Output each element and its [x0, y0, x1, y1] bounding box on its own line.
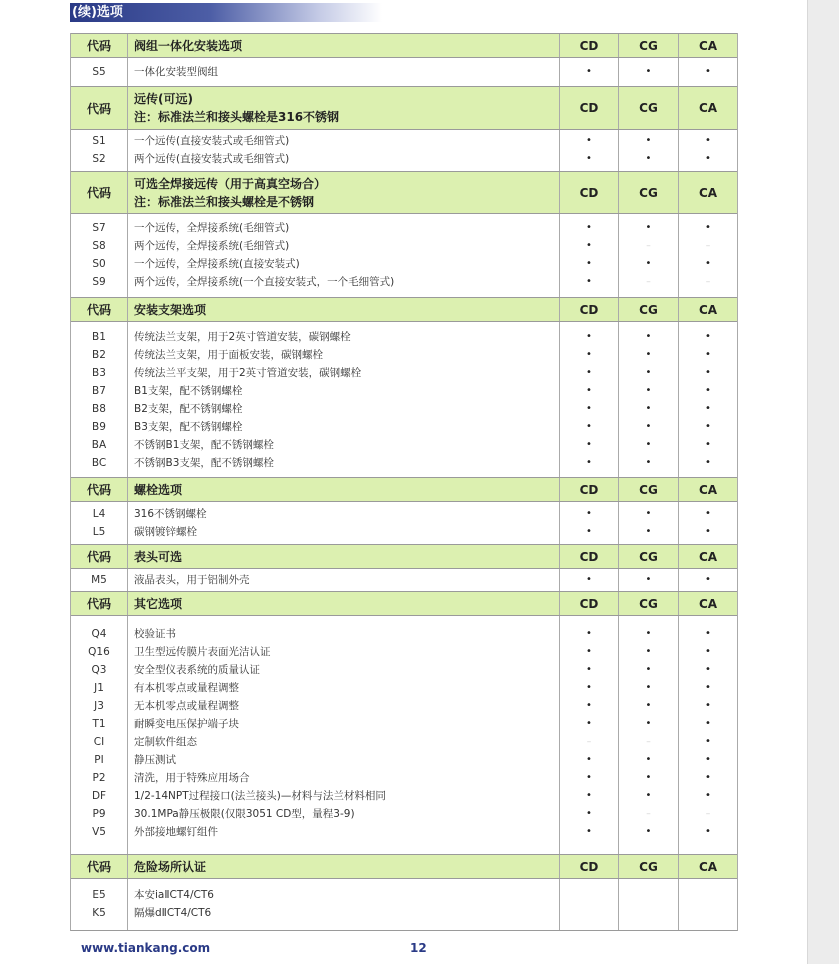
ca-availability-column [679, 130, 737, 171]
cg-availability: – [646, 809, 651, 819]
cg-availability: • [645, 331, 652, 342]
cd-availability: • [586, 222, 592, 233]
model-ca-header: CA [698, 302, 718, 317]
ca-availability: • [705, 628, 711, 639]
model-cd-header: CD [560, 855, 619, 878]
cd-availability-column [560, 616, 619, 854]
model-ca-header: CA [698, 859, 718, 874]
table-section [70, 33, 738, 86]
ca-availability: • [705, 718, 711, 729]
option-description: 隔爆dⅡCT4/CT6 [134, 907, 212, 919]
option-code: L4 [92, 508, 106, 520]
section-body [71, 879, 737, 930]
option-description: 1/2-14NPT过程接口(法兰接头)—材料与法兰材料相同 [134, 790, 386, 802]
option-code: B1 [92, 331, 106, 343]
section-title-cell [128, 592, 560, 615]
option-description: 安全型仪表系统的质量认证 [134, 664, 260, 676]
cd-availability: • [586, 790, 592, 801]
option-code: S7 [92, 222, 106, 234]
ca-availability: – [705, 809, 711, 819]
section-title-line: 其它选项 [134, 596, 183, 611]
cg-availability: – [646, 277, 651, 287]
option-code: M5 [91, 574, 107, 586]
ca-availability: • [705, 508, 711, 519]
cg-availability: • [645, 421, 652, 432]
option-description: 传统法兰支架，用于2英寸管道安装，碳钢螺栓 [134, 331, 351, 343]
options-table [70, 33, 738, 931]
cd-availability: • [586, 385, 592, 396]
option-code: S0 [92, 258, 106, 270]
model-cd-header: CD [560, 87, 619, 129]
cg-availability: • [645, 826, 652, 837]
cd-availability: • [586, 349, 592, 360]
cg-availability-column [619, 502, 679, 544]
option-description-column [128, 502, 560, 544]
table-section [70, 854, 738, 931]
section-title-line: 远传(可远) [134, 92, 193, 106]
cg-availability-column [619, 130, 679, 171]
section-title-line: 表头可选 [134, 549, 183, 564]
section-body [71, 616, 737, 854]
cd-availability-column [560, 130, 619, 171]
cg-availability: • [645, 664, 652, 675]
cd-availability: • [586, 772, 592, 783]
section-body [71, 502, 737, 544]
cd-availability: • [586, 508, 592, 519]
cg-availability: • [645, 628, 652, 639]
option-description: B3支架，配不锈钢螺栓 [134, 421, 243, 433]
option-description: 定制软件组态 [134, 736, 197, 748]
section-title-line: 可选全焊接远传（用于高真空场合） [134, 176, 327, 191]
ca-availability: • [705, 526, 711, 537]
model-cg-header: CG [619, 592, 679, 615]
ca-availability: • [705, 66, 711, 77]
cg-availability: • [645, 682, 652, 693]
option-description: 一体化安装型阀组 [134, 66, 218, 78]
code-column-header: 代码 [71, 545, 128, 568]
option-description-column [128, 879, 560, 930]
option-description: 316不锈钢螺栓 [134, 508, 207, 520]
option-description: 传统法兰支架，用于面板安装，碳钢螺栓 [134, 349, 323, 361]
ca-availability-column [679, 322, 737, 477]
option-code: S1 [92, 135, 106, 147]
cg-availability: • [645, 222, 652, 233]
option-code: Q16 [88, 646, 110, 658]
cg-availability: • [645, 403, 652, 414]
option-description: 无本机零点或量程调整 [134, 700, 239, 712]
option-code: S2 [92, 153, 106, 165]
option-code-column [71, 879, 128, 930]
section-title-cell [128, 172, 560, 213]
ca-availability: • [705, 258, 711, 269]
section-header [71, 86, 737, 130]
model-cd-header: CD [560, 298, 619, 321]
cg-availability: • [645, 574, 652, 585]
cd-availability: • [586, 664, 592, 675]
option-code: J1 [94, 682, 104, 694]
ca-availability: • [705, 664, 711, 675]
model-cd-header: CD [560, 478, 619, 501]
cg-availability-column [619, 214, 679, 297]
table-section [70, 544, 738, 591]
option-code: L5 [92, 526, 106, 538]
option-code: S9 [92, 276, 106, 288]
option-description-column [128, 616, 560, 854]
ca-availability: • [705, 790, 711, 801]
section-body [71, 130, 737, 171]
model-cg-header: CG [619, 545, 679, 568]
ca-availability: • [705, 772, 711, 783]
page-edge [807, 0, 839, 964]
cd-availability-column [560, 569, 619, 591]
ca-availability: • [705, 331, 711, 342]
section-title-cell [128, 855, 560, 878]
cd-availability: • [586, 754, 592, 765]
option-code: P9 [92, 808, 106, 820]
option-description: 两个远传，全焊接系统(一个直接安装式，一个毛细管式) [134, 276, 395, 288]
option-description: 静压测试 [134, 754, 176, 766]
option-code: B9 [92, 421, 106, 433]
model-ca-header: CA [698, 549, 718, 564]
option-description: 两个远传(直接安装式或毛细管式) [134, 153, 290, 165]
option-code: K5 [92, 907, 106, 919]
section-title-cell [128, 478, 560, 501]
cd-availability: • [586, 421, 592, 432]
ca-availability-column [679, 502, 737, 544]
table-section [70, 591, 738, 854]
cd-availability [560, 904, 618, 922]
cg-availability-column [619, 879, 679, 930]
cd-availability-column [560, 58, 619, 86]
cd-availability: • [586, 276, 592, 287]
model-cd-header: CD [560, 592, 619, 615]
cd-availability: • [586, 718, 592, 729]
ca-availability-column [679, 616, 737, 854]
option-description: 清洗，用于特殊应用场合 [134, 772, 250, 784]
option-description: B1支架，配不锈钢螺栓 [134, 385, 243, 397]
section-title: (续)选项 [70, 3, 382, 22]
section-body [71, 214, 737, 297]
option-description: 两个远传，全焊接系统(毛细管式) [134, 240, 290, 252]
cg-availability: • [645, 153, 652, 164]
model-ca-header: CA [698, 38, 718, 53]
cd-availability: • [586, 258, 592, 269]
cg-availability-column [619, 58, 679, 86]
ca-availability: • [705, 682, 711, 693]
ca-availability: • [705, 754, 711, 765]
cd-availability: • [586, 439, 592, 450]
ca-availability: – [705, 277, 711, 287]
cg-availability: • [645, 349, 652, 360]
cd-availability: • [586, 403, 592, 414]
section-header [71, 33, 737, 58]
option-description-column [128, 58, 560, 86]
option-description: 传统法兰平支架，用于2英寸管道安装，碳钢螺栓 [134, 367, 362, 379]
option-description: 30.1MPa静压极限(仅限3051 CD型，量程3-9) [134, 808, 355, 820]
model-cd-header: CD [560, 545, 619, 568]
model-ca-header: CA [698, 596, 718, 611]
footer-url: www.tiankang.com [81, 941, 211, 955]
ca-availability: • [705, 403, 711, 414]
option-description: 一个远传(直接安装式或毛细管式) [134, 135, 290, 147]
option-description: 一个远传，全焊接系统(直接安装式) [134, 258, 300, 270]
section-header [71, 854, 737, 879]
cg-availability: • [645, 367, 652, 378]
option-description: B2支架，配不锈钢螺栓 [134, 403, 243, 415]
cd-availability [560, 886, 618, 904]
option-code: E5 [92, 889, 106, 901]
section-body [71, 322, 737, 477]
section-title-cell [128, 298, 560, 321]
option-code: B8 [92, 403, 106, 415]
model-ca-header: CA [698, 101, 718, 115]
cg-availability-column [619, 569, 679, 591]
ca-availability: • [705, 826, 711, 837]
option-code: B2 [92, 349, 106, 361]
code-column-header: 代码 [71, 172, 128, 213]
table-section [70, 171, 738, 297]
option-description: 一个远传，全焊接系统(毛细管式) [134, 222, 290, 234]
cd-availability-column [560, 879, 619, 930]
section-header [71, 477, 737, 502]
cg-availability: • [645, 718, 652, 729]
option-description-column [128, 322, 560, 477]
ca-availability: • [705, 700, 711, 711]
section-body [71, 58, 737, 86]
option-code: J3 [94, 700, 104, 712]
cd-availability-column [560, 214, 619, 297]
cg-availability: • [645, 439, 652, 450]
option-code-column [71, 616, 128, 854]
ca-availability-column [679, 214, 737, 297]
section-title-cell [128, 545, 560, 568]
model-cg-header: CG [619, 298, 679, 321]
ca-availability [679, 904, 737, 922]
option-description: 耐瞬变电压保护端子块 [134, 718, 239, 730]
option-description: 不锈钢B1支架，配不锈钢螺栓 [134, 439, 274, 451]
section-title-line: 危险场所认证 [134, 859, 207, 874]
ca-availability-column [679, 58, 737, 86]
option-code: Q4 [91, 628, 107, 640]
option-description: 有本机零点或量程调整 [134, 682, 239, 694]
option-code-column [71, 130, 128, 171]
cd-availability: • [586, 700, 592, 711]
code-column-header: 代码 [71, 298, 128, 321]
section-body [71, 569, 737, 591]
section-title-line: 安装支架选项 [134, 302, 207, 317]
cd-availability: • [586, 153, 592, 164]
cd-availability: • [586, 66, 592, 77]
cd-availability-column [560, 322, 619, 477]
model-cd-header: CD [560, 34, 619, 57]
cd-availability: • [586, 331, 592, 342]
cd-availability: • [586, 646, 592, 657]
option-description: 卫生型远传膜片表面光洁认证 [134, 646, 271, 658]
section-title-line: 阀组一体化安装选项 [134, 38, 243, 53]
cd-availability: – [586, 737, 592, 747]
option-code: B7 [92, 385, 106, 397]
model-cg-header: CG [619, 478, 679, 501]
model-cg-header: CG [619, 34, 679, 57]
option-code: S5 [92, 66, 106, 78]
ca-availability: • [705, 135, 711, 146]
cd-availability: • [586, 826, 592, 837]
cg-availability-column [619, 616, 679, 854]
code-column-header: 代码 [71, 592, 128, 615]
page-number: 12 [410, 941, 427, 955]
section-header [71, 591, 737, 616]
cg-availability: • [645, 790, 652, 801]
cg-availability: • [645, 457, 652, 468]
cg-availability-column [619, 322, 679, 477]
ca-availability: • [705, 385, 711, 396]
cd-availability: • [586, 240, 592, 251]
cg-availability: • [645, 700, 652, 711]
section-title-cell [128, 87, 560, 129]
code-column-header: 代码 [71, 855, 128, 878]
option-code: CI [93, 736, 105, 748]
option-code-column [71, 502, 128, 544]
option-code-column [71, 322, 128, 477]
model-ca-header: CA [698, 482, 718, 497]
code-column-header: 代码 [71, 478, 128, 501]
model-cg-header: CG [619, 87, 679, 129]
section-header [71, 297, 737, 322]
cg-availability [619, 904, 678, 922]
table-section [70, 477, 738, 544]
model-cg-header: CG [619, 855, 679, 878]
ca-availability: • [705, 457, 711, 468]
cd-availability: • [586, 457, 592, 468]
section-title-line: 注：标准法兰和接头螺栓是316不锈钢 [134, 110, 340, 124]
ca-availability-column [679, 879, 737, 930]
section-title-line: 螺栓选项 [134, 482, 183, 497]
cg-availability: • [645, 646, 652, 657]
option-code-column [71, 58, 128, 86]
option-description: 碳钢镀锌螺栓 [134, 526, 197, 538]
cd-availability-column [560, 502, 619, 544]
option-code-column [71, 569, 128, 591]
option-code: DF [91, 790, 107, 802]
ca-availability: • [705, 439, 711, 450]
model-ca-header: CA [698, 185, 718, 200]
option-description: 不锈钢B3支架，配不锈钢螺栓 [134, 457, 274, 469]
cg-availability: • [645, 66, 652, 77]
ca-availability: • [705, 367, 711, 378]
table-section [70, 86, 738, 171]
cd-availability: • [586, 367, 592, 378]
ca-availability-column [679, 569, 737, 591]
option-description: 校验证书 [134, 628, 176, 640]
section-header [71, 544, 737, 569]
ca-availability: • [705, 646, 711, 657]
section-title-line: 注：标准法兰和接头螺栓是不锈钢 [134, 194, 315, 209]
ca-availability: – [705, 241, 711, 251]
ca-availability: • [705, 736, 711, 747]
cg-availability: • [645, 508, 652, 519]
section-title-cell [128, 34, 560, 57]
option-code: V5 [92, 826, 106, 838]
cg-availability: • [645, 526, 652, 537]
option-code: P2 [92, 772, 106, 784]
cg-availability: • [645, 754, 652, 765]
ca-availability: • [705, 349, 711, 360]
code-column-header: 代码 [71, 87, 128, 129]
code-column-header: 代码 [71, 34, 128, 57]
model-cg-header: CG [619, 172, 679, 213]
option-description: 本安iaⅡCT4/CT6 [134, 889, 214, 901]
option-code-column [71, 214, 128, 297]
cg-availability: – [646, 737, 651, 747]
option-description: 液晶表头，用于铝制外壳 [134, 574, 250, 586]
ca-availability: • [705, 222, 711, 233]
cd-availability: • [586, 135, 592, 146]
cg-availability: • [645, 258, 652, 269]
table-section [70, 297, 738, 477]
option-description-column [128, 569, 560, 591]
section-header [71, 171, 737, 214]
cd-availability: • [586, 682, 592, 693]
option-code: Q3 [91, 664, 107, 676]
option-description-column [128, 130, 560, 171]
option-code: BA [91, 439, 107, 451]
cg-availability: • [645, 772, 652, 783]
ca-availability: • [705, 421, 711, 432]
option-description-column [128, 214, 560, 297]
option-code: PI [94, 754, 104, 766]
option-code: T1 [92, 718, 106, 730]
cd-availability: • [586, 628, 592, 639]
model-cd-header: CD [560, 172, 619, 213]
cd-availability: • [586, 574, 592, 585]
cg-availability: – [646, 241, 651, 251]
cd-availability: • [586, 526, 592, 537]
option-code: S8 [92, 240, 106, 252]
option-description: 外部接地螺钉组件 [134, 826, 218, 838]
cg-availability: • [645, 385, 652, 396]
ca-availability: • [705, 153, 711, 164]
cg-availability: • [645, 135, 652, 146]
cg-availability [619, 886, 678, 904]
cd-availability: • [586, 808, 592, 819]
ca-availability: • [705, 574, 711, 585]
ca-availability [679, 886, 737, 904]
option-code: BC [91, 457, 107, 469]
option-code: B3 [92, 367, 106, 379]
